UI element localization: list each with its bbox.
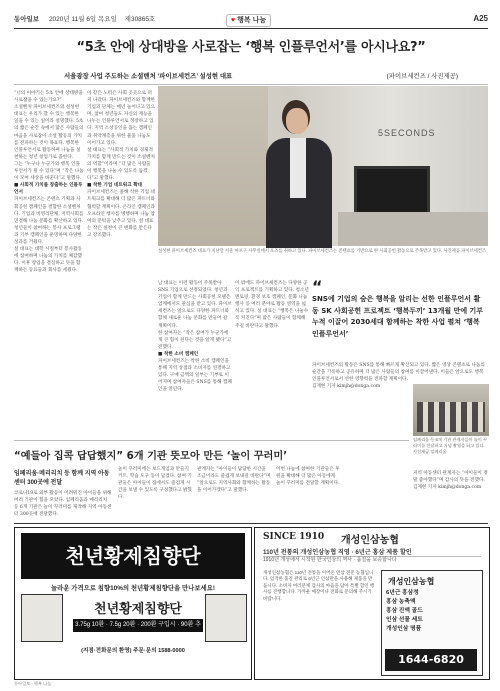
article2-column-1 bbox=[14, 490, 112, 520]
article2-column-3 bbox=[197, 466, 271, 520]
ad-since: SINCE 1910 bbox=[263, 532, 325, 542]
article-divider bbox=[14, 440, 409, 441]
person-face bbox=[286, 108, 308, 134]
article2-subtitle: 임페리움·메리리치 등 함께 지역 아동센터 300곳에 전달 bbox=[14, 471, 110, 486]
article-text: 코로나19로 외부 활동이 어려워진 아이들을 위해 여러 기관이 힘을 모았다. 임페리움과 메리리치 등 6개 기관은 놀이 꾸러미를 제작해 지역 아동센터 300곳에 전달했다. bbox=[14, 491, 113, 518]
issue-number: 제30865호 bbox=[124, 16, 156, 23]
ad-divider bbox=[14, 523, 488, 524]
article-text: 관계자는 “아이들이 답답한 시간을 조금이라도 즐겁게 보내길 바란다”며 “앞으로도 지역사회와 함께하는 활동을 이어가겠다”고 말했다. bbox=[197, 467, 272, 494]
article-text: 놀이 꾸러미에는 보드게임과 만들기 키트, 학습 도구 등이 담겼다. 참여 기관들은 아이들이 집에서도 즐겁게 시간을 보낼 수 있도록 구성했다고 밝혔다. bbox=[118, 467, 192, 501]
subhead-rule bbox=[14, 84, 488, 85]
article2-photo-caption: 임페리움 등 6개 기관 관계자들이 놀이 꾸러미를 전달하고 기념 촬영을 하고 있다. 사진제공 임페리움 bbox=[413, 437, 488, 454]
product-box-image bbox=[205, 594, 247, 642]
ad-banner: 천년황제침향단 bbox=[21, 533, 245, 579]
article-text: 남 대표는 이런 활동이 주목받아 SNS 기업으로 선정되었다. 청년과 기업이 함께 만드는 사회공헌 모델은 업계에서도 관심을 받고 있다. 파이브세컨즈는 앞으로도 다양한 파트너와 함께 새로운 나눔 문화를 만들어 갈 계획이다. 한 참여자는 “작은 참여가 누군가에게 큰 힘이 된다는 것을 알게 됐다”고 전했다. bbox=[158, 281, 232, 350]
section-heading: ■ 착한 기업 네트워크 확대 bbox=[87, 183, 143, 189]
article-text: 파이브세컨즈의 활동은 SNS를 통해 빠르게 확산되고 있다. 짧은 영상 콘텐츠로 나눔의 순간을 기록하고 공유하며 더 많은 사람들의 참여를 이끌어낸다. 이들은 앞으로도 행복 인플루언서로서 선한 영향력을 전파할 계획이다. 김재현 기자 kimjh@donga.com bbox=[312, 363, 485, 390]
pull-quote-text: SNS에 기업의 숨은 행복을 알리는 선한 인플루언서 활동 SK 사회공헌 프로젝트 ‘행복두끼’ 13개월 만에 기부 누적 이끌어 2030세대 함께하는 착한 사업 펼쳐 ‘행복인플루언서’ bbox=[312, 295, 484, 338]
article-column-3 bbox=[158, 280, 232, 435]
newspaper-name: 동아일보 bbox=[14, 16, 40, 23]
article-photo bbox=[158, 86, 488, 246]
ad-phone-number[interactable]: 1644-6820 bbox=[385, 649, 477, 671]
ad-product-list bbox=[381, 570, 483, 676]
page-number: A25 bbox=[473, 14, 488, 23]
ad-items bbox=[386, 589, 423, 634]
ad-product-name: 천년황제침향단 bbox=[94, 602, 182, 617]
bookshelf-background bbox=[158, 86, 268, 246]
ad-headline: 110년 전통의 개성인삼농협 직영 · 6년근 홍삼 제품 할인 bbox=[263, 549, 412, 556]
subhead-right: (파이브세컨즈 / 사진제공) bbox=[386, 73, 458, 80]
pull-quote bbox=[312, 277, 486, 340]
headline: “5초 안에 상대방을 사로잡는 ‘행복 인플루언서’를 아시나요?” bbox=[76, 40, 426, 55]
section-label: 행복 나눔 bbox=[237, 17, 267, 24]
article2-column-2 bbox=[118, 466, 192, 520]
ad-body-text: 개성인삼농협은 110년 전통을 이어온 인삼 전문 농협입니다. 엄격한 품질 관리로 6년근 인삼만을 사용해 제품을 만듭니다. 소비자 여러분께 감사의 마음을 담아 특별 할인 행사를 진행합니다. 가까운 매장이나 전화로 문의해 주시기 바랍니다. bbox=[263, 570, 375, 601]
advertisement-right[interactable] bbox=[254, 527, 490, 680]
article-text: 이 밖에도 파이브세컨즈는 다양한 공익 프로젝트를 기획하고 있다. 청소년 멘토링, 환경 보호 캠페인, 문화 나눔 행사 등 여러 분야로 활동 영역을 넓히고 있다. 설 대표는 “행복은 나눌수록 커진다”며 많은 사람들이 함께해 주길 바란다고 말했다. bbox=[235, 281, 311, 329]
list-item: 개성인삼 명품 bbox=[386, 626, 422, 632]
page-footer: 동아일보 · 행복 나눔 bbox=[14, 681, 52, 686]
article-column-4 bbox=[235, 280, 309, 435]
article-column-2 bbox=[87, 90, 155, 435]
section-heading: ■ 사회적 가치를 창출하는 인플루언서 bbox=[14, 183, 83, 196]
section-badge bbox=[226, 14, 271, 27]
article2-title: “예들아 집콕 답답했지” 6개 기관 뜻모아 만든 ‘놀이 꾸러미’ bbox=[14, 451, 288, 462]
ad-list-title: 개성인삼농협 bbox=[388, 577, 435, 586]
company-logo: 5SECONDS bbox=[378, 128, 436, 138]
article-text: 지역 아동센터 관계자는 “아이들이 정말 좋아했다”며 감사의 뜻을 전했다. 김재현 기자 kimjh@donga.com bbox=[413, 471, 488, 491]
section-heading: ■ 착한 소비 캠페인 bbox=[158, 351, 199, 357]
article-text: “너의 이야기는 5초 안에 상대방을 사로잡을 수 있는가요?” 소셜벤처 파이브세컨즈의 설성현 대표는 우리가 할 수 있는 행복한 일을 수 있는 일이라 설명했다. 5초의 짧은 순간 속에서 많은 사람들의 마음을 사로잡아 소셜 활동의 가치를 전파하는 것이 목표다. 행복한 인플루언서로 활동하며 나눔을 실천하는 청년 창업가로 꼽힌다. 그는 “누구나 누군가의 행복 인플루언서가 될 수 있다”며 “작은 나눔이 모여 세상을 바꾼다”고 말했다. bbox=[14, 91, 84, 182]
desk bbox=[338, 212, 488, 246]
list-item: 홍삼 농축액 bbox=[386, 599, 416, 605]
ad-slogan: 놀라운 가격으로 침향10%의 천년황제침향단을 만나보세요! bbox=[50, 585, 215, 592]
advertisement-left[interactable] bbox=[14, 527, 252, 680]
quote-mark: “ bbox=[312, 277, 323, 296]
heart-icon: ♥ bbox=[231, 17, 236, 24]
article-text: 이번 나눔에 참여한 기관들은 후원을 확대해 더 많은 아동에게 놀이 꾸러미를 전달할 계획이다. bbox=[276, 467, 340, 487]
list-item: 6년근 홍삼정 bbox=[386, 590, 419, 596]
shirt bbox=[290, 138, 306, 198]
product-box-image bbox=[21, 594, 63, 642]
photo-caption: 설성현 파이브세컨즈 대표가 지난달 서울 마포구 사무실에서 포즈를 취하고 있다. 파이브세컨즈는 콘텐츠를 기반으로 한 사회공헌 활동으로 주목받고 있다. 사진제공 파이브세컨즈 bbox=[158, 248, 487, 253]
page-header bbox=[14, 14, 488, 27]
article-column-1 bbox=[14, 90, 84, 435]
list-item: 인삼 선물 세트 bbox=[386, 617, 423, 623]
article2-column-5 bbox=[413, 470, 489, 520]
monitor bbox=[354, 166, 430, 216]
subhead-left: 서울광장 사업 주도하는 소셜벤처 ‘파이브세컨즈’ 설성현 대표 bbox=[64, 73, 233, 80]
article2-photo bbox=[413, 384, 489, 436]
ad-contact: (지점·전화문의 환영) 주문·문의 1588-0000 bbox=[81, 648, 185, 654]
header-rule bbox=[14, 28, 488, 29]
article-text: 파이브세컨즈는 콘텐츠 기획과 사회공헌 캠페인을 결합한 소셜벤처다. 기업과 비영리단체, 지역사회를 연결해 나눔 문화를 확산하고 있다. 청년들이 참여하는 봉사 프로그램과 기부 캠페인을 운영하며 다양한 성과를 거뒀다. 설 대표는 대학 시절부터 봉사활동에 참여하며 나눔의 가치를 체감했다. 이후 창업을 결심하고 뜻을 함께하는 동료들과 회사를 세웠다. bbox=[14, 197, 84, 274]
list-item: 홍삼 진액 골드 bbox=[386, 608, 423, 614]
article-text: 파이브세컨즈는 올해 착한 기업 네트워크를 확대해 더 많은 파트너와 협력할 계획이다. 온라인 캠페인과 오프라인 행사를 병행하며 나눔 참여의 문턱을 낮추고 있다. 설 대표는 작은 실천이 큰 변화를 만든다고 강조했다. bbox=[87, 190, 157, 238]
article-text: 파이브세컨즈는 착한 소비 캠페인을 통해 지역 상점과 소비자를 연결하고 있다. 구매 금액의 일부는 기부로 이어지며 참여자들은 SNS를 통해 캠페인을 알린다. bbox=[158, 359, 232, 393]
ad-subline: 1910년 개성에서 시작된 한국인삼의 역사 · 품질을 보증합니다 bbox=[263, 556, 481, 557]
issue-date: 2020년 11월 6일 목요일 bbox=[48, 16, 117, 23]
ad-price: 3.75g 10환 · 7.5g 20환 · 200환 구입시 · 90환 추가 증정 bbox=[73, 619, 203, 632]
group-of-people bbox=[417, 402, 485, 432]
article-text: 이 같은 노력은 사회 곳곳으로 퍼져 나갔다. 파이브세컨즈와 함께한 기업과 단체는 매년 늘어나고 있으며, 참여 청년들도 자신의 재능을 나누는 인플루언서로 성장하고 있다. 지역 소상공인을 돕는 캠페인과 취약계층을 위한 물품 나눔도 이어가고 있다. 설 대표는 “사회적 가치와 경제적 가치를 함께 만드는 것이 소셜벤처의 역할”이라며 “더 많은 사람들이 행복을 나눌 수 있도록 돕겠다”고 말했다. bbox=[87, 91, 155, 182]
ad-brand: 개성인삼농협 bbox=[341, 535, 399, 546]
article2-column-4 bbox=[276, 466, 340, 520]
